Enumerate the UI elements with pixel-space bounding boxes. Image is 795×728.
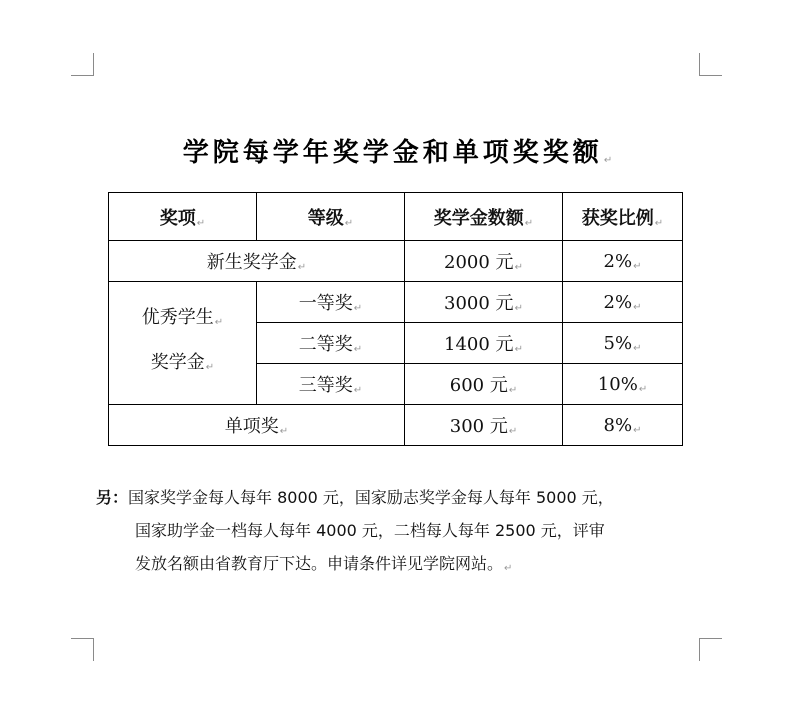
header-cell-item[interactable]: 奖项↵ <box>109 193 257 241</box>
table-row <box>109 405 683 446</box>
note-lead-label: 另： <box>96 488 129 507</box>
cell-amount[interactable]: 600 元↵ <box>405 364 563 405</box>
paragraph-mark-icon: ↵ <box>504 563 513 574</box>
cell-level[interactable]: 一等奖↵ <box>257 282 405 323</box>
paragraph-mark-icon: ↵ <box>633 424 642 436</box>
paragraph-mark-icon: ↵ <box>205 362 215 373</box>
paragraph-mark-icon: ↵ <box>353 385 363 396</box>
note-paragraph[interactable] <box>96 481 716 585</box>
paragraph-mark-icon: ↵ <box>353 303 363 314</box>
page-corner-mark-bottom-right <box>699 638 722 661</box>
cell-item-line-1: 优秀学生↵ <box>141 307 224 328</box>
header-cell-amount[interactable]: 奖学金数额↵ <box>405 193 563 241</box>
paragraph-mark-icon: ↵ <box>603 155 613 166</box>
paragraph-mark-icon: ↵ <box>196 217 206 229</box>
cell-level[interactable]: 三等奖↵ <box>257 364 405 405</box>
award-table <box>108 192 683 446</box>
cell-item-freshman[interactable]: 新生奖学金↵ <box>109 241 405 282</box>
cell-amount[interactable]: 1400 元↵ <box>405 323 563 364</box>
cell-amount[interactable]: 2000 元↵ <box>405 241 563 282</box>
paragraph-mark-icon: ↵ <box>514 303 523 314</box>
cell-ratio[interactable]: 8%↵ <box>563 405 683 446</box>
cell-amount[interactable]: 3000 元↵ <box>405 282 563 323</box>
cell-ratio[interactable]: 5%↵ <box>563 323 683 364</box>
note-text: 发放名额由省教育厅下达。申请条件详见学院网站。 <box>135 554 504 573</box>
header-cell-ratio[interactable]: 获奖比例↵ <box>563 193 683 241</box>
paragraph-mark-icon: ↵ <box>279 426 289 437</box>
note-line-3 <box>96 547 716 585</box>
table-header-row <box>109 193 683 241</box>
paragraph-mark-icon: ↵ <box>344 217 354 229</box>
cell-ratio[interactable]: 2%↵ <box>563 241 683 282</box>
cell-ratio[interactable]: 2%↵ <box>563 282 683 323</box>
table-row <box>109 282 683 323</box>
cell-amount[interactable]: 300 元↵ <box>405 405 563 446</box>
paragraph-mark-icon: ↵ <box>214 317 224 328</box>
paragraph-mark-icon: ↵ <box>508 385 518 396</box>
title-text: 学院每学年奖学金和单项奖奖额 <box>182 138 603 168</box>
page-corner-mark-top-right <box>699 53 722 76</box>
paragraph-mark-icon: ↵ <box>633 260 642 272</box>
paragraph-mark-icon: ↵ <box>514 344 523 355</box>
note-line-1 <box>96 481 716 514</box>
page-corner-mark-top-left <box>71 53 94 76</box>
cell-item-single-award[interactable]: 单项奖↵ <box>109 405 405 446</box>
paragraph-mark-icon: ↵ <box>633 301 642 313</box>
cell-item-line-2: 奖学金↵ <box>150 352 215 373</box>
cell-item-excellent-student[interactable] <box>109 282 257 405</box>
note-line-2 <box>96 514 716 547</box>
paragraph-mark-icon: ↵ <box>353 344 363 355</box>
table-row <box>109 241 683 282</box>
paragraph-mark-icon: ↵ <box>297 262 307 273</box>
cell-level[interactable]: 二等奖↵ <box>257 323 405 364</box>
note-text: 国家助学金一档每人每年 4000 元，二档每人每年 2500 元，评审 <box>135 521 605 540</box>
note-text: 国家奖学金每人每年 8000 元，国家励志奖学金每人每年 5000 元， <box>128 488 614 507</box>
paragraph-mark-icon: ↵ <box>524 217 534 229</box>
paragraph-mark-icon: ↵ <box>654 217 664 229</box>
paragraph-mark-icon: ↵ <box>514 262 523 273</box>
document-title[interactable] <box>0 132 795 169</box>
header-cell-level[interactable]: 等级↵ <box>257 193 405 241</box>
paragraph-mark-icon: ↵ <box>508 426 518 437</box>
cell-ratio[interactable]: 10%↵ <box>563 364 683 405</box>
paragraph-mark-icon: ↵ <box>633 342 642 354</box>
paragraph-mark-icon: ↵ <box>638 383 648 395</box>
page-corner-mark-bottom-left <box>71 638 94 661</box>
